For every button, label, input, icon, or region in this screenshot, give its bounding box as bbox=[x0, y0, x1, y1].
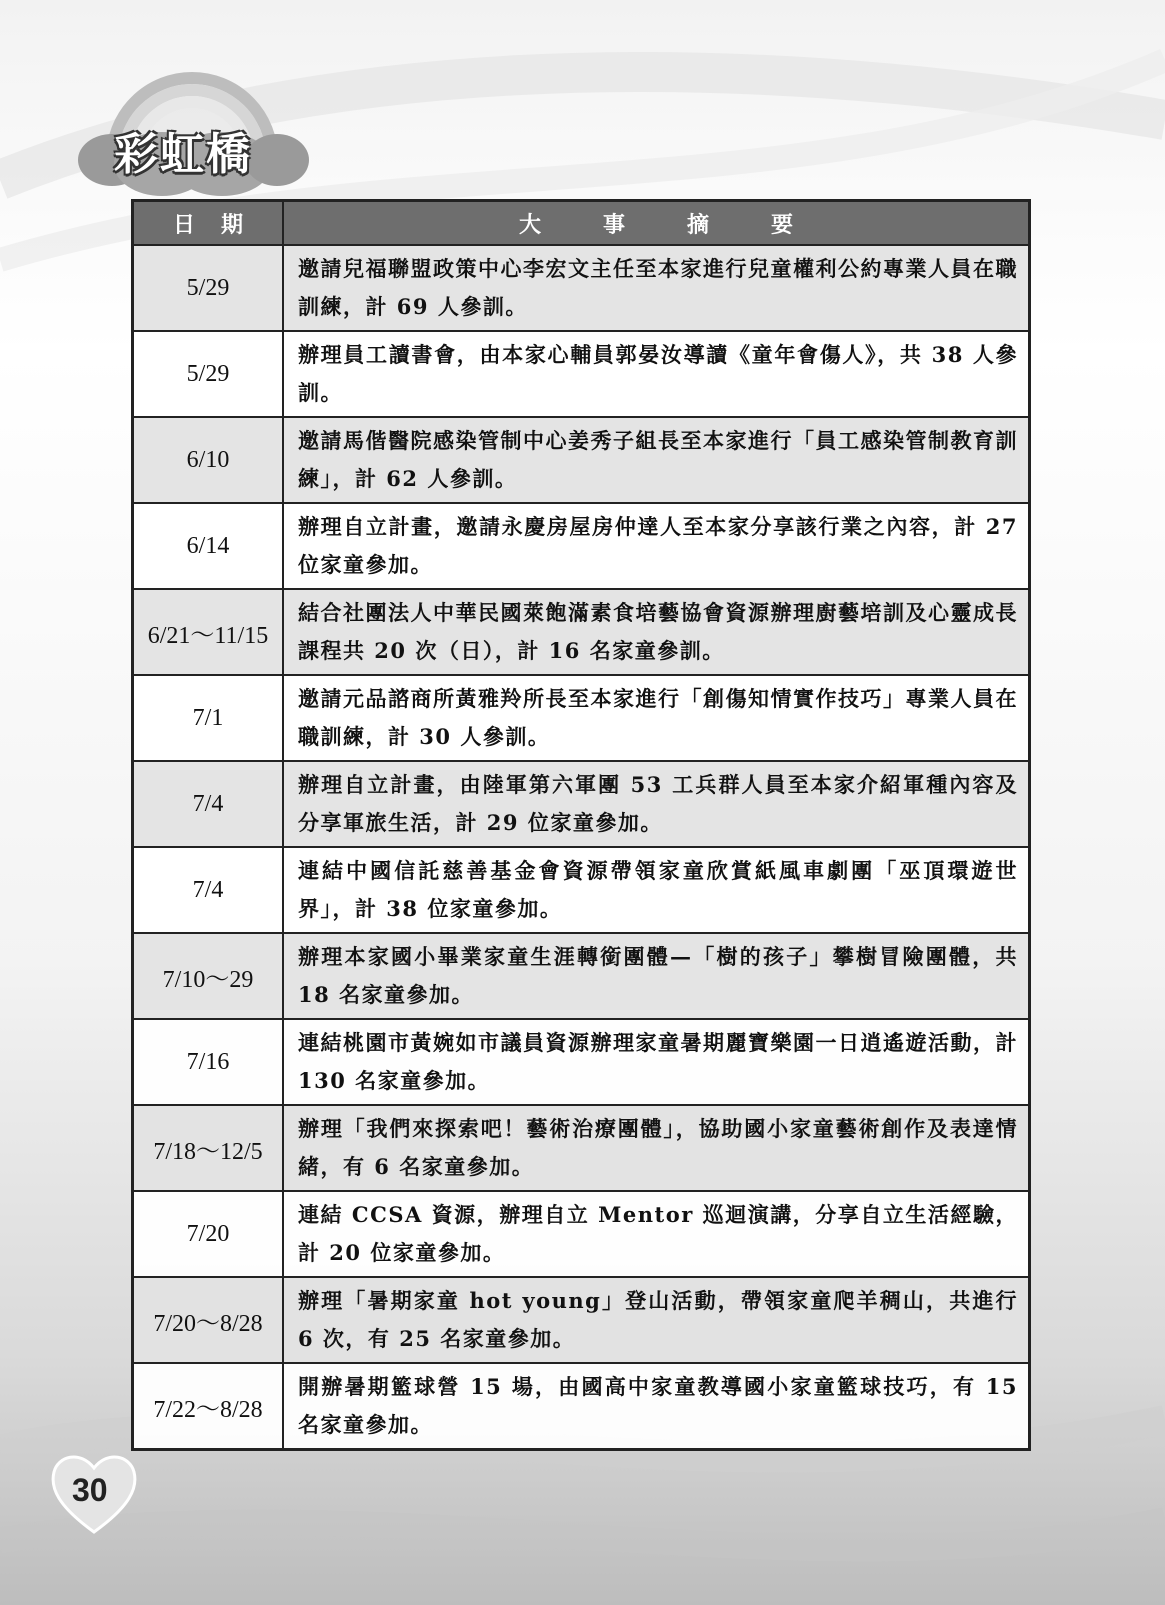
row-summary: 辦理自立計畫，邀請永慶房屋房仲達人至本家分享該行業之內容，計 27 位家童參加。 bbox=[283, 503, 1030, 589]
row-summary: 邀請元品諮商所黃雅羚所長至本家進行「創傷知情實作技巧」專業人員在職訓練，計 30 人參訓。 bbox=[283, 675, 1030, 761]
table-row bbox=[133, 1019, 1030, 1105]
row-date: 7/10～29 bbox=[133, 933, 284, 1019]
row-date: 7/4 bbox=[133, 761, 284, 847]
table-row bbox=[133, 417, 1030, 503]
row-date: 6/14 bbox=[133, 503, 284, 589]
row-date: 7/22～8/28 bbox=[133, 1363, 284, 1450]
row-summary: 辦理「暑期家童 hot young」登山活動，帶領家童爬羊稠山，共進行 6 次，有 25 名家童參加。 bbox=[283, 1277, 1030, 1363]
table-row bbox=[133, 1277, 1030, 1363]
table-row bbox=[133, 761, 1030, 847]
row-date: 7/20～8/28 bbox=[133, 1277, 284, 1363]
table-header-row bbox=[133, 201, 1030, 246]
page-number: 30 bbox=[72, 1472, 108, 1508]
table-row bbox=[133, 1105, 1030, 1191]
table-row bbox=[133, 1191, 1030, 1277]
row-summary: 邀請兒福聯盟政策中心李宏文主任至本家進行兒童權利公約專業人員在職訓練，計 69 人參訓。 bbox=[283, 245, 1030, 331]
row-summary: 邀請馬偕醫院感染管制中心姜秀子組長至本家進行「員工感染管制教育訓練」，計 62 人參訓。 bbox=[283, 417, 1030, 503]
table-row bbox=[133, 245, 1030, 331]
logo-title: 彩虹橋 bbox=[114, 129, 252, 180]
table-row bbox=[133, 331, 1030, 417]
table-row bbox=[133, 933, 1030, 1019]
table-row bbox=[133, 589, 1030, 675]
row-date: 7/20 bbox=[133, 1191, 284, 1277]
row-date: 7/4 bbox=[133, 847, 284, 933]
row-summary: 連結中國信託慈善基金會資源帶領家童欣賞紙風車劇團「巫頂環遊世界」，計 38 位家童參加。 bbox=[283, 847, 1030, 933]
row-date: 5/29 bbox=[133, 331, 284, 417]
row-summary: 辦理本家國小畢業家童生涯轉銜團體—「樹的孩子」攀樹冒險團體，共 18 名家童參加。 bbox=[283, 933, 1030, 1019]
row-date: 6/21～11/15 bbox=[133, 589, 284, 675]
row-summary: 開辦暑期籃球營 15 場，由國高中家童教導國小家童籃球技巧，有 15 名家童參加。 bbox=[283, 1363, 1030, 1450]
header-date: 日期 bbox=[133, 201, 284, 246]
row-summary: 連結桃園市黃婉如市議員資源辦理家童暑期麗寶樂園一日逍遙遊活動，計 130 名家童參加。 bbox=[283, 1019, 1030, 1105]
events-table bbox=[131, 199, 1031, 1451]
table-row bbox=[133, 1363, 1030, 1450]
row-date: 5/29 bbox=[133, 245, 284, 331]
row-date: 7/18～12/5 bbox=[133, 1105, 284, 1191]
row-summary: 辦理「我們來探索吧！藝術治療團體」，協助國小家童藝術創作及表達情緒，有 6 名家童參加。 bbox=[283, 1105, 1030, 1191]
row-date: 7/16 bbox=[133, 1019, 284, 1105]
table-row bbox=[133, 675, 1030, 761]
header-summary: 大事摘要 bbox=[283, 201, 1030, 246]
row-summary: 辦理自立計畫，由陸軍第六軍團 53 工兵群人員至本家介紹軍種內容及分享軍旅生活，計 29 位家童參加。 bbox=[283, 761, 1030, 847]
row-summary: 辦理員工讀書會，由本家心輔員郭晏汝導讀《童年會傷人》，共 38 人參訓。 bbox=[283, 331, 1030, 417]
table-row bbox=[133, 503, 1030, 589]
row-summary: 連結 CCSA 資源，辦理自立 Mentor 巡迴演講，分享自立生活經驗，計 20 位家童參加。 bbox=[283, 1191, 1030, 1277]
row-summary: 結合社團法人中華民國萊飽滿素食培藝協會資源辦理廚藝培訓及心靈成長課程共 20 次（日），計 16 名家童參訓。 bbox=[283, 589, 1030, 675]
table-row bbox=[133, 847, 1030, 933]
row-date: 6/10 bbox=[133, 417, 284, 503]
row-date: 7/1 bbox=[133, 675, 284, 761]
